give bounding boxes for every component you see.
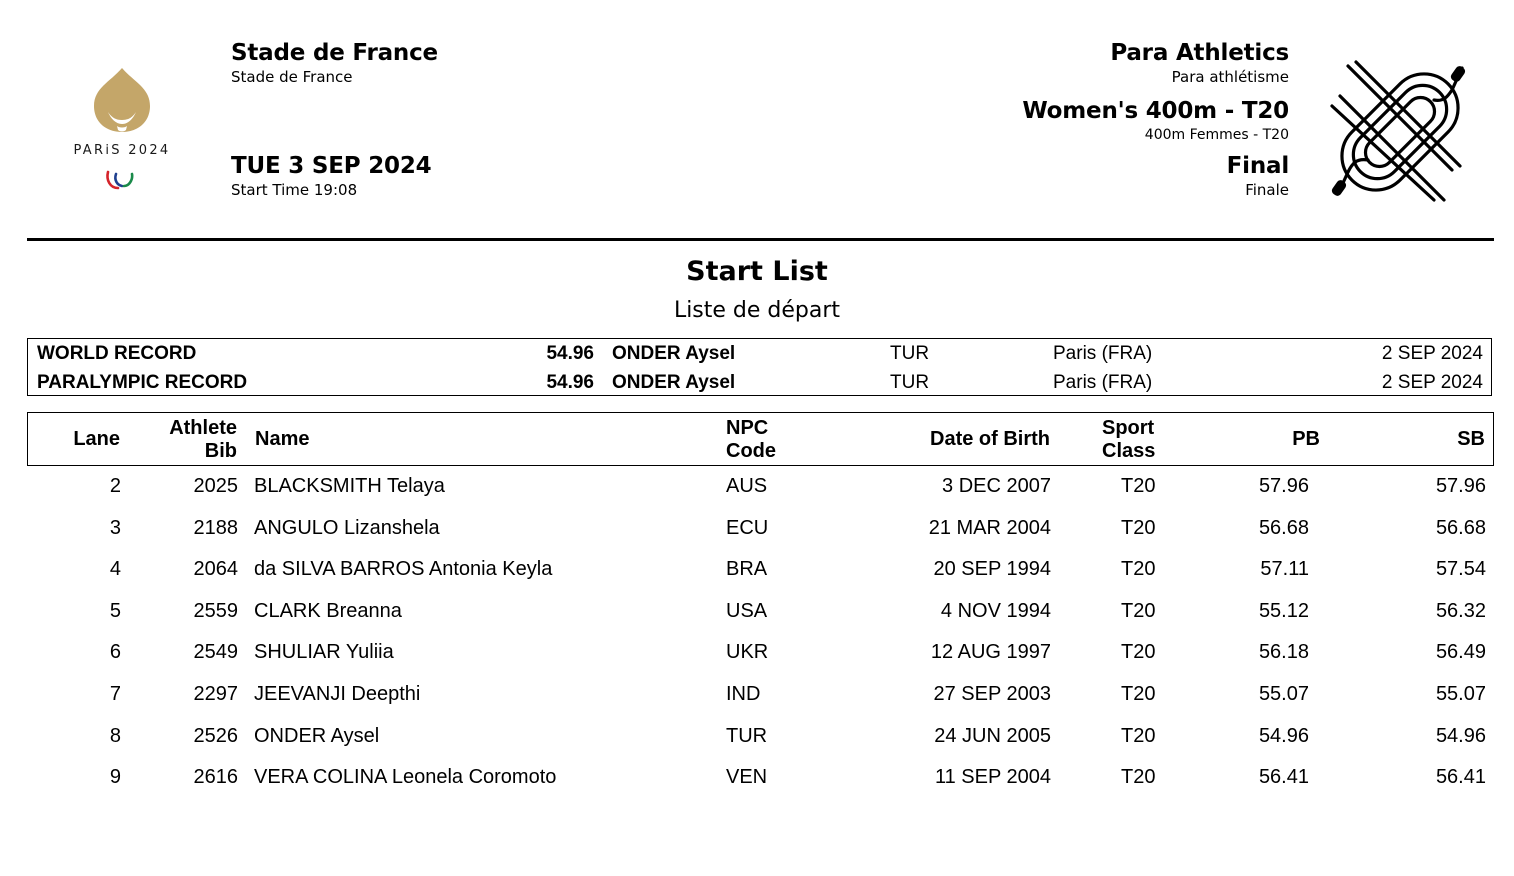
cell-lane: 8 — [109, 724, 121, 747]
column-header-sb: SB — [1457, 428, 1485, 450]
start-time: Start Time 19:08 — [231, 181, 358, 199]
table-row — [27, 632, 1494, 674]
record-npc: TUR — [890, 343, 930, 364]
cell-npc: IND — [726, 682, 761, 705]
column-header-npc — [726, 417, 776, 463]
cell-bib: 2526 — [193, 724, 238, 747]
table-row — [27, 549, 1494, 591]
cell-lane: 2 — [109, 475, 121, 497]
cell-npc: UKR — [726, 641, 769, 664]
cell-lane: 9 — [109, 766, 121, 789]
table-row — [27, 716, 1494, 758]
record-time: 54.96 — [546, 372, 594, 393]
cell-dob: 21 MAR 2004 — [928, 516, 1051, 539]
cell-class: T20 — [1121, 724, 1156, 747]
cell-bib: 2025 — [193, 475, 238, 497]
record-time: 54.96 — [546, 343, 594, 364]
cell-dob: 12 AUG 1997 — [930, 641, 1051, 664]
cell-npc: USA — [726, 599, 768, 622]
cell-name: BLACKSMITH Telaya — [254, 475, 445, 497]
document-title: Start List — [686, 256, 828, 287]
phase-name-fr: Finale — [1245, 181, 1289, 199]
paris-2024-logo — [60, 62, 184, 202]
cell-class: T20 — [1121, 599, 1156, 622]
cell-bib: 2297 — [193, 682, 238, 705]
record-holder: ONDER Aysel — [612, 343, 736, 364]
header-divider — [27, 238, 1494, 241]
cell-pb: 56.68 — [1258, 516, 1309, 539]
cell-pb: 57.96 — [1258, 475, 1309, 497]
cell-name: CLARK Breanna — [254, 599, 402, 622]
cell-pb: 54.96 — [1258, 724, 1309, 747]
table-row — [27, 508, 1494, 550]
agitos-icon — [102, 164, 142, 192]
column-header-npc-line1: NPC — [726, 417, 769, 439]
athletics-track-icon — [1326, 60, 1474, 202]
cell-bib: 2559 — [193, 599, 238, 622]
column-header-bib-line1: Athlete — [169, 417, 237, 439]
cell-sb: 57.96 — [1435, 475, 1486, 497]
cell-bib: 2188 — [193, 516, 238, 539]
record-label: WORLD RECORD — [37, 343, 197, 364]
record-location: Paris (FRA) — [1053, 372, 1153, 393]
cell-lane: 5 — [109, 599, 121, 622]
table-row — [27, 466, 1494, 508]
record-location: Paris (FRA) — [1053, 343, 1153, 364]
record-row — [28, 369, 1491, 397]
date-block — [231, 151, 431, 199]
column-header-class — [1102, 417, 1155, 463]
column-header-npc-line2: Code — [726, 440, 776, 462]
record-date: 2 SEP 2024 — [1381, 343, 1483, 364]
cell-class: T20 — [1121, 766, 1156, 789]
document-subtitle: Liste de départ — [673, 298, 841, 323]
cell-lane: 7 — [109, 682, 121, 705]
cell-npc: AUS — [726, 475, 768, 497]
cell-npc: ECU — [726, 516, 769, 539]
cell-pb: 56.18 — [1258, 641, 1309, 664]
cell-dob: 20 SEP 1994 — [933, 558, 1051, 581]
sport-name: Para Athletics — [1110, 40, 1289, 66]
column-header-bib — [169, 417, 237, 463]
cell-class: T20 — [1121, 516, 1156, 539]
logo-wordmark: PARiS 2024 — [73, 143, 171, 158]
cell-class: T20 — [1121, 641, 1156, 664]
cell-name: ANGULO Lizanshela — [254, 516, 440, 539]
cell-sb: 56.32 — [1435, 599, 1486, 622]
cell-lane: 4 — [109, 558, 121, 581]
record-date: 2 SEP 2024 — [1381, 372, 1483, 393]
event-name-fr: 400m Femmes - T20 — [1144, 127, 1289, 143]
records-box — [27, 338, 1492, 396]
cell-sb: 57.54 — [1435, 558, 1486, 581]
cell-class: T20 — [1121, 682, 1156, 705]
record-npc: TUR — [890, 372, 930, 393]
cell-sb: 56.49 — [1435, 641, 1486, 664]
venue-block — [231, 38, 438, 86]
cell-npc: BRA — [726, 558, 768, 581]
cell-npc: VEN — [726, 766, 768, 789]
record-label: PARALYMPIC RECORD — [37, 372, 248, 393]
cell-lane: 3 — [109, 516, 121, 539]
column-header-name: Name — [255, 428, 310, 450]
record-row — [28, 340, 1491, 368]
column-header-lane: Lane — [73, 428, 120, 450]
event-date: TUE 3 SEP 2024 — [231, 153, 432, 179]
event-name: Women's 400m - T20 — [1022, 98, 1289, 124]
cell-sb: 56.68 — [1435, 516, 1486, 539]
cell-name: VERA COLINA Leonela Coromoto — [254, 766, 557, 789]
record-holder: ONDER Aysel — [612, 372, 736, 393]
table-row — [27, 674, 1494, 716]
cell-class: T20 — [1121, 475, 1156, 497]
column-header-class-line2: Class — [1102, 440, 1156, 462]
cell-name: JEEVANJI Deepthi — [254, 682, 421, 705]
cell-pb: 55.12 — [1258, 599, 1309, 622]
column-header-bib-line2: Bib — [204, 440, 237, 462]
cell-bib: 2549 — [193, 641, 238, 664]
column-header-pb: PB — [1292, 428, 1320, 450]
cell-sb: 56.41 — [1435, 766, 1486, 789]
phase-name: Final — [1226, 153, 1289, 179]
event-block — [1022, 38, 1289, 199]
cell-class: T20 — [1121, 558, 1156, 581]
table-row — [27, 757, 1494, 799]
cell-name: ONDER Aysel — [254, 724, 380, 747]
cell-pb: 57.11 — [1260, 558, 1309, 581]
table-row — [27, 591, 1494, 633]
cell-pb: 56.41 — [1258, 766, 1309, 789]
cell-name: SHULIAR Yuliia — [254, 641, 394, 664]
flame-icon — [86, 66, 158, 138]
cell-dob: 4 NOV 1994 — [940, 599, 1051, 622]
cell-dob: 11 SEP 2004 — [934, 766, 1051, 789]
cell-name: da SILVA BARROS Antonia Keyla — [254, 558, 553, 581]
cell-bib: 2616 — [193, 766, 238, 789]
sport-name-fr: Para athlétisme — [1171, 68, 1289, 86]
cell-dob: 27 SEP 2003 — [933, 682, 1051, 705]
cell-lane: 6 — [109, 641, 121, 664]
cell-dob: 3 DEC 2007 — [942, 475, 1051, 497]
column-header-class-line1: Sport — [1102, 417, 1155, 439]
start-list-body — [27, 466, 1494, 799]
column-header-dob: Date of Birth — [930, 428, 1050, 450]
cell-bib: 2064 — [193, 558, 238, 581]
cell-dob: 24 JUN 2005 — [934, 724, 1051, 747]
venue-name: Stade de France — [231, 40, 438, 66]
start-list-header — [27, 412, 1494, 466]
cell-sb: 54.96 — [1435, 724, 1486, 747]
cell-pb: 55.07 — [1258, 682, 1309, 705]
cell-sb: 55.07 — [1435, 682, 1486, 705]
cell-npc: TUR — [726, 724, 768, 747]
venue-name-fr: Stade de France — [231, 68, 353, 86]
